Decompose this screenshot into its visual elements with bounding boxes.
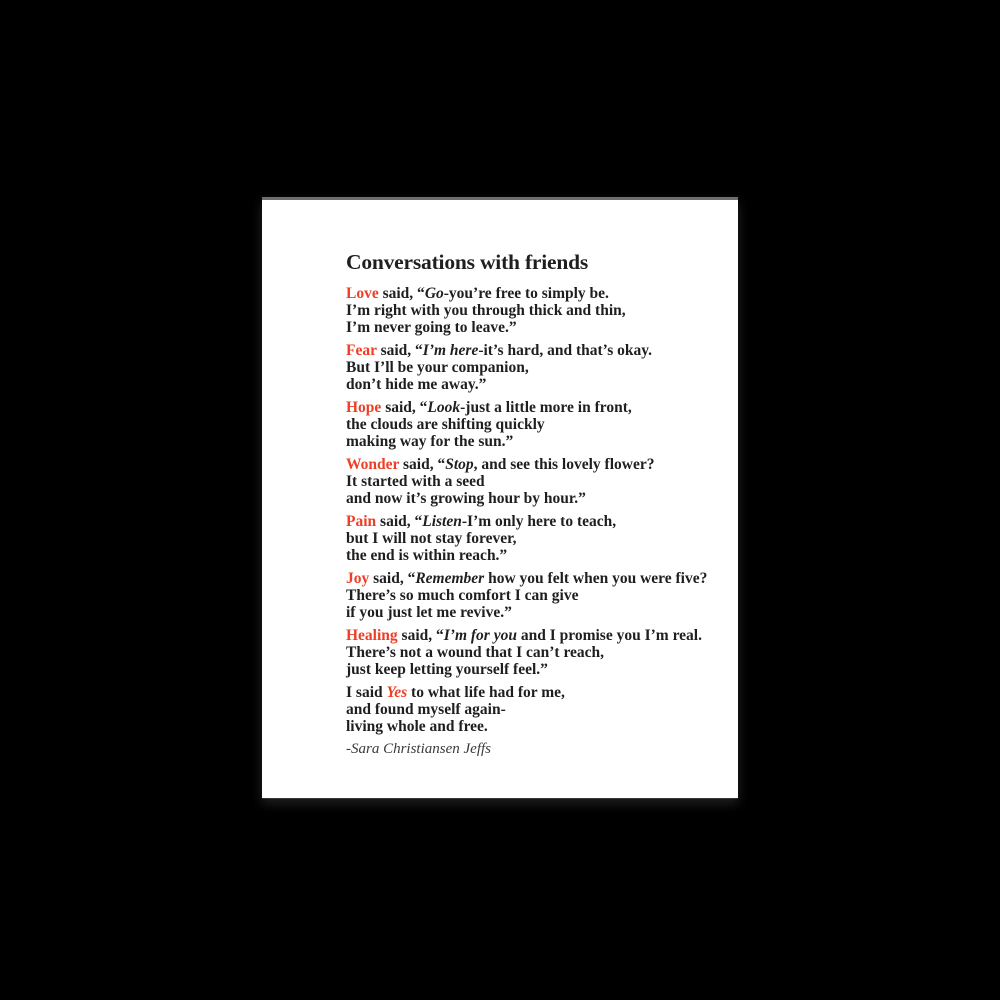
line-text: I’m never going to leave.” (346, 319, 517, 336)
poem-line (346, 342, 682, 359)
accent-word: Pain (346, 513, 377, 530)
line-text: just keep letting yourself feel.” (346, 661, 548, 678)
poem-line (346, 530, 682, 547)
line-text: said, “ (378, 285, 425, 302)
poem-line (346, 570, 708, 587)
line-text: said, “ (399, 456, 446, 473)
line-text: -you’re free to simply be. (443, 285, 609, 302)
accent-word: Joy (346, 570, 370, 587)
line-text: -I’m only here to teach, (461, 513, 617, 530)
line-text: but I will not stay forever, (346, 530, 517, 547)
line-text: the clouds are shifting quickly (346, 416, 545, 433)
poem-line (346, 718, 682, 735)
line-text: to what life had for me, (407, 684, 565, 701)
italic-word: Stop (445, 456, 474, 473)
accent-word: Wonder (346, 456, 400, 473)
line-text: if you just let me revive.” (346, 604, 512, 621)
poem-content (262, 200, 738, 758)
italic-word: Listen (422, 513, 462, 530)
accent-word: Hope (346, 399, 382, 416)
poem-line (346, 319, 682, 336)
italic-word: I’m here (422, 342, 479, 359)
line-text: and found myself again- (346, 701, 506, 718)
accent-word: Fear (346, 342, 377, 359)
poem-line (346, 490, 682, 507)
accent-word: Healing (346, 627, 398, 644)
poem-line (346, 433, 682, 450)
poem-line (346, 587, 682, 604)
italic-word: I’m for you (443, 627, 517, 644)
line-text: It started with a seed (346, 473, 485, 490)
line-text: I’m right with you through thick and thin, (346, 302, 626, 319)
line-text: the end is within reach.” (346, 547, 508, 564)
poem-stanza (346, 684, 682, 735)
line-text: But I’ll be your companion, (346, 359, 529, 376)
line-text: said, “ (397, 627, 444, 644)
poem-line (346, 473, 682, 490)
poem-line (346, 399, 682, 416)
line-text: don’t hide me away.” (346, 376, 487, 393)
line-text: said, “ (381, 399, 428, 416)
line-text: and I promise you I’m real. (516, 627, 702, 644)
poem-stanza (346, 570, 708, 621)
poem-line (346, 604, 682, 621)
poem-line (346, 547, 682, 564)
line-text: -just a little more in front, (460, 399, 632, 416)
line-text: making way for the sun.” (346, 433, 514, 450)
accent-word: Love (346, 285, 379, 302)
poem-line (346, 359, 682, 376)
line-text: , and see this lovely flower? (473, 456, 655, 473)
poem-line (346, 644, 682, 661)
poem-poster (262, 197, 738, 798)
line-text: and now it’s growing hour by hour.” (346, 490, 586, 507)
poem-title: Conversations with friends (346, 250, 589, 274)
line-text: how you felt when you were five? (484, 570, 708, 587)
poem-line (346, 661, 682, 678)
line-text: living whole and free. (346, 718, 488, 735)
poem-stanza (346, 285, 682, 336)
line-text: I said (346, 684, 387, 701)
italic-word: Go (424, 285, 444, 302)
poem-stanza (346, 513, 682, 564)
line-text: said, “ (376, 513, 423, 530)
poem-line (346, 416, 682, 433)
poem-stanzas (346, 285, 708, 735)
italic-word: Look (427, 399, 461, 416)
poem-line (346, 684, 682, 701)
poem-line (346, 627, 702, 644)
poem-stanza (346, 456, 682, 507)
poem-line (346, 302, 682, 319)
accent-word: Yes (386, 684, 408, 701)
line-text: -it’s hard, and that’s okay. (478, 342, 653, 359)
line-text: There’s not a wound that I can’t reach, (346, 644, 605, 661)
poem-stanza (346, 627, 702, 678)
poem-line (346, 376, 682, 393)
poem-line (346, 701, 682, 718)
line-text: said, “ (376, 342, 423, 359)
line-text: said, “ (369, 570, 416, 587)
line-text: There’s so much comfort I can give (346, 587, 579, 604)
poem-stanza (346, 399, 682, 450)
italic-word: Remember (415, 570, 485, 587)
poem-line (346, 513, 682, 530)
poem-stanza (346, 342, 682, 393)
poem-line (346, 285, 682, 302)
poem-author: -Sara Christiansen Jeffs (346, 741, 491, 757)
poem-line (346, 456, 682, 473)
